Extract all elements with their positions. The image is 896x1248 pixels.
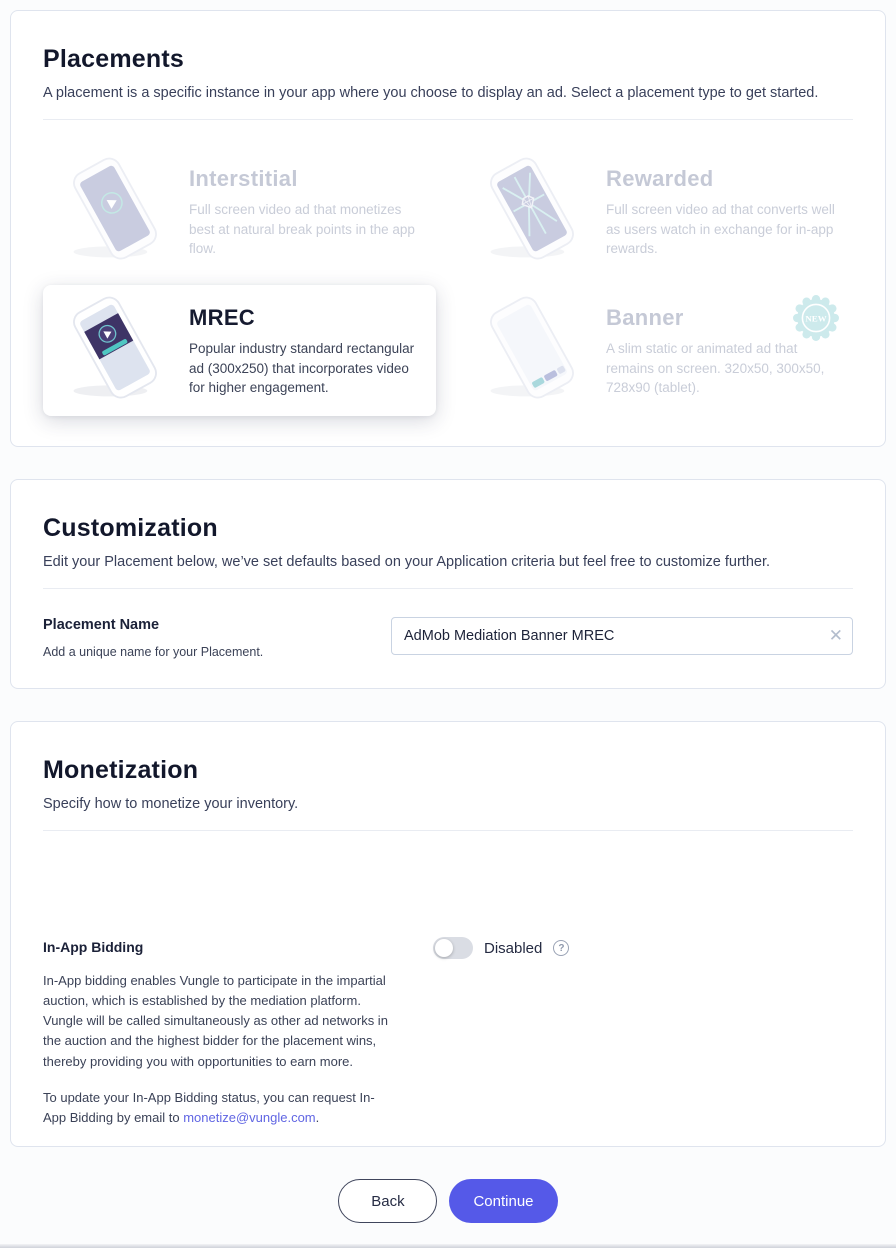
in-app-bidding-status: Disabled bbox=[484, 939, 543, 957]
placement-name-input-wrap bbox=[391, 617, 853, 655]
new-badge-text: NEW bbox=[805, 313, 827, 324]
in-app-bidding-update-note bbox=[43, 1088, 391, 1128]
rewarded-description: Full screen video ad that converts well as users watch in exchange for in-app rewards. bbox=[606, 202, 835, 257]
mrec-description: Popular industry standard rectangular ad (300x250) that incorporates video for higher engagement. bbox=[189, 341, 415, 396]
in-app-bidding-control-group bbox=[433, 937, 569, 959]
footer-actions bbox=[0, 1179, 896, 1223]
monetization-title: Monetization bbox=[43, 756, 199, 784]
in-app-bidding-toggle[interactable] bbox=[433, 937, 473, 959]
help-icon[interactable]: ? bbox=[553, 940, 569, 956]
rewarded-title: Rewarded bbox=[606, 166, 714, 191]
customization-divider bbox=[43, 588, 853, 589]
continue-button[interactable]: Continue bbox=[449, 1179, 557, 1223]
customization-subtitle: Edit your Placement below, we’ve set defaults based on your Application criteria but feel free to customize further. bbox=[43, 554, 771, 570]
in-app-bidding-label: In-App Bidding bbox=[43, 939, 144, 955]
placements-panel bbox=[10, 10, 886, 447]
placement-option-banner[interactable] bbox=[460, 285, 853, 416]
placements-subtitle: A placement is a specific instance in your app where you choose to display an ad. Select a placement type to get started. bbox=[43, 85, 819, 101]
banner-description: A slim static or animated ad that remains on screen. 320x50, 300x50, 728x90 (tablet). bbox=[606, 341, 825, 396]
placement-name-hint: Add a unique name for your Placement. bbox=[43, 645, 264, 659]
interstitial-title: Interstitial bbox=[189, 166, 298, 191]
placement-name-input[interactable] bbox=[391, 617, 853, 655]
in-app-bidding-text-group bbox=[43, 939, 391, 1128]
rewarded-phone-icon bbox=[472, 156, 592, 267]
customization-panel bbox=[10, 479, 886, 689]
interstitial-description: Full screen video ad that monetizes best at natural break points in the app flow. bbox=[189, 202, 415, 257]
placement-name-row bbox=[43, 617, 853, 659]
in-app-bidding-description: In-App bidding enables Vungle to participate in the impartial auction, which is established by the mediation platform. Vungle will be called simultaneously as other ad networks in the auction and the highest bidder for the placement wins, thereby providing you with opportunities to earn more. bbox=[43, 973, 388, 1069]
placement-option-interstitial[interactable] bbox=[43, 146, 436, 277]
placement-options-grid bbox=[43, 146, 853, 416]
mrec-phone-icon bbox=[55, 295, 175, 406]
update-note-text: To update your In-App Bidding status, you can request In-App Bidding by email to bbox=[43, 1089, 375, 1125]
clear-input-icon[interactable]: ✕ bbox=[828, 626, 843, 645]
monetize-email-link[interactable]: monetize@vungle.com bbox=[183, 1109, 316, 1125]
placement-name-label: Placement Name bbox=[43, 617, 160, 633]
interstitial-phone-icon bbox=[55, 156, 175, 267]
placements-title: Placements bbox=[43, 45, 184, 73]
placement-option-mrec[interactable] bbox=[43, 285, 436, 416]
toggle-knob bbox=[435, 939, 453, 957]
mrec-title: MREC bbox=[189, 305, 255, 330]
placement-name-label-group bbox=[43, 617, 263, 659]
bottom-edge bbox=[0, 1244, 896, 1248]
placement-option-rewarded[interactable] bbox=[460, 146, 853, 277]
update-note-period: . bbox=[315, 1109, 320, 1125]
monetization-subtitle: Specify how to monetize your inventory. bbox=[43, 796, 299, 812]
back-button[interactable]: Back bbox=[338, 1179, 437, 1223]
monetization-panel bbox=[10, 721, 886, 1147]
new-badge bbox=[793, 295, 839, 341]
customization-title: Customization bbox=[43, 514, 218, 542]
monetization-divider bbox=[43, 830, 853, 831]
banner-phone-icon bbox=[472, 295, 592, 406]
placements-divider bbox=[43, 119, 853, 120]
in-app-bidding-row bbox=[43, 939, 853, 1128]
banner-title: Banner bbox=[606, 305, 684, 330]
